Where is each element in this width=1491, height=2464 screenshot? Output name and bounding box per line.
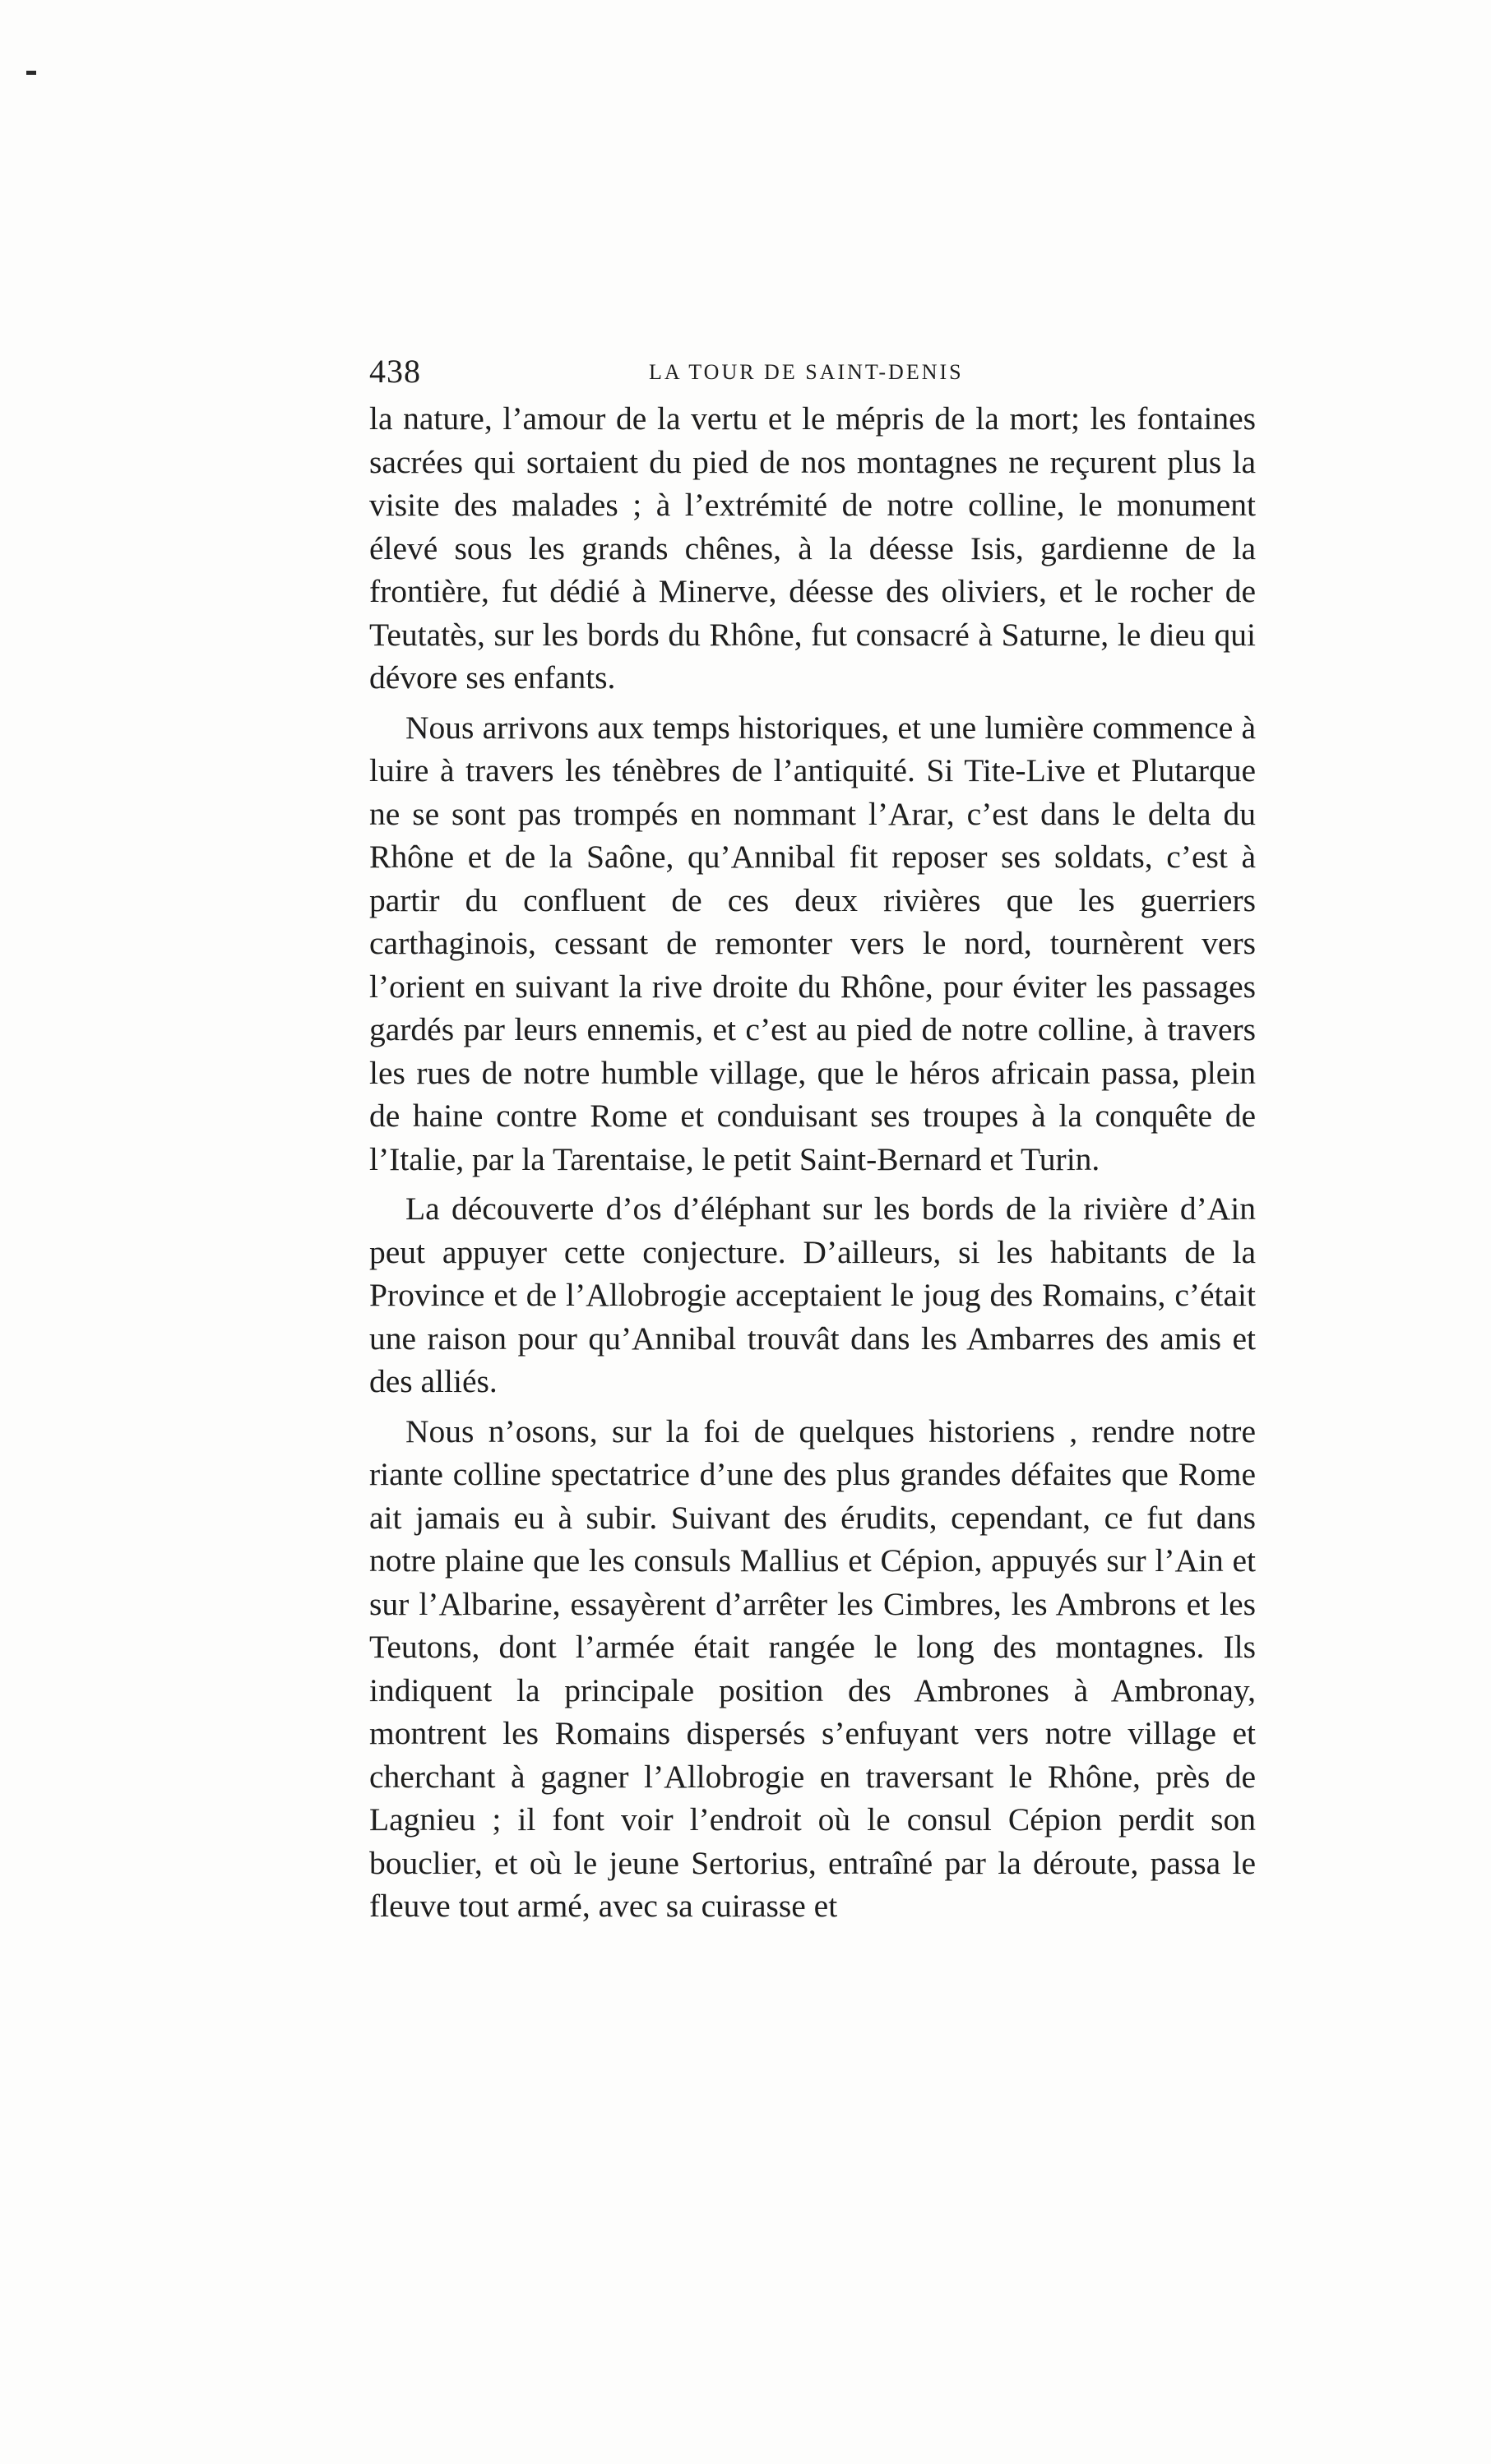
page-number: 438: [369, 353, 421, 390]
paragraph-continued: la nature, l’amour de la vertu et le mépris de la mort; les fontaines sacrées qui sortaient du pied de nos montagnes ne reçurent plus la visite des malades ; à l’extrémité de notre colline, le monument élevé sous les grands chênes, à la déesse Isis, gardienne de la frontière, fut dédié à Minerve, déesse des oliviers, et le rocher de Teutatès, sur les bords du Rhône, fut consacré à Saturne, le dieu qui dévore ses enfants.: [369, 400, 1256, 696]
paragraph: La découverte d’os d’éléphant sur les bords de la rivière d’Ain peut appuyer cette conjecture. D’ailleurs, si les habitants de la Province et de l’Allobrogie acceptaient le joug des Romains, c’était une raison pour qu’Annibal trouvât dans les Ambarres des amis et des alliés.: [369, 1190, 1256, 1399]
page-header: [369, 352, 1256, 393]
paragraph: Nous n’osons, sur la foi de quelques historiens , rendre notre riante colline spectatrice d’une des plus grandes défaites que Rome ait jamais eu à subir. Suivant des érudits, cependant, ce fut dans notre plaine que les consuls Mallius et Cépion, appuyés sur l’Ain et sur l’Albarine, essayèrent d’arrêter les Cimbres, les Ambrons et les Teutons, dont l’armée était rangée le long des montagnes. Ils indiquent la principale position des Ambrones à Ambronay, montrent les Romains dispersés s’enfuyant vers notre village et cherchant à gagner l’Allobrogie en traversant le Rhône, près de Lagnieu ; il font voir l’endroit où le consul Cépion perdit son bouclier, et où le jeune Sertorius, entraîné par la déroute, passa le fleuve tout armé, avec sa cuirasse et: [369, 1412, 1256, 1924]
paragraph: Nous arrivons aux temps historiques, et une lumière commence à luire à travers les ténèbres de l’antiquité. Si Tite-Live et Plutarque ne se sont pas trompés en nommant l’Arar, c’est dans le delta du Rhône et de la Saône, qu’Annibal fit reposer ses soldats, c’est à partir du confluent de ces deux rivières que les guerriers carthaginois, cessant de remonter vers le nord, tournèrent vers l’orient en suivant la rive droite du Rhône, pour éviter les passages gardés par leurs ennemis, et c’est au pied de notre colline, à travers les rues de notre humble village, que le héros africain passa, plein de haine contre Rome et conduisant ses troupes à la conquête de l’Italie, par la Tarentaise, le petit Saint-Bernard et Turin.: [369, 709, 1256, 1177]
margin-mark: [26, 71, 36, 75]
body-text: [369, 397, 1256, 2025]
running-title: LA TOUR DE SAINT-DENIS: [649, 360, 964, 384]
